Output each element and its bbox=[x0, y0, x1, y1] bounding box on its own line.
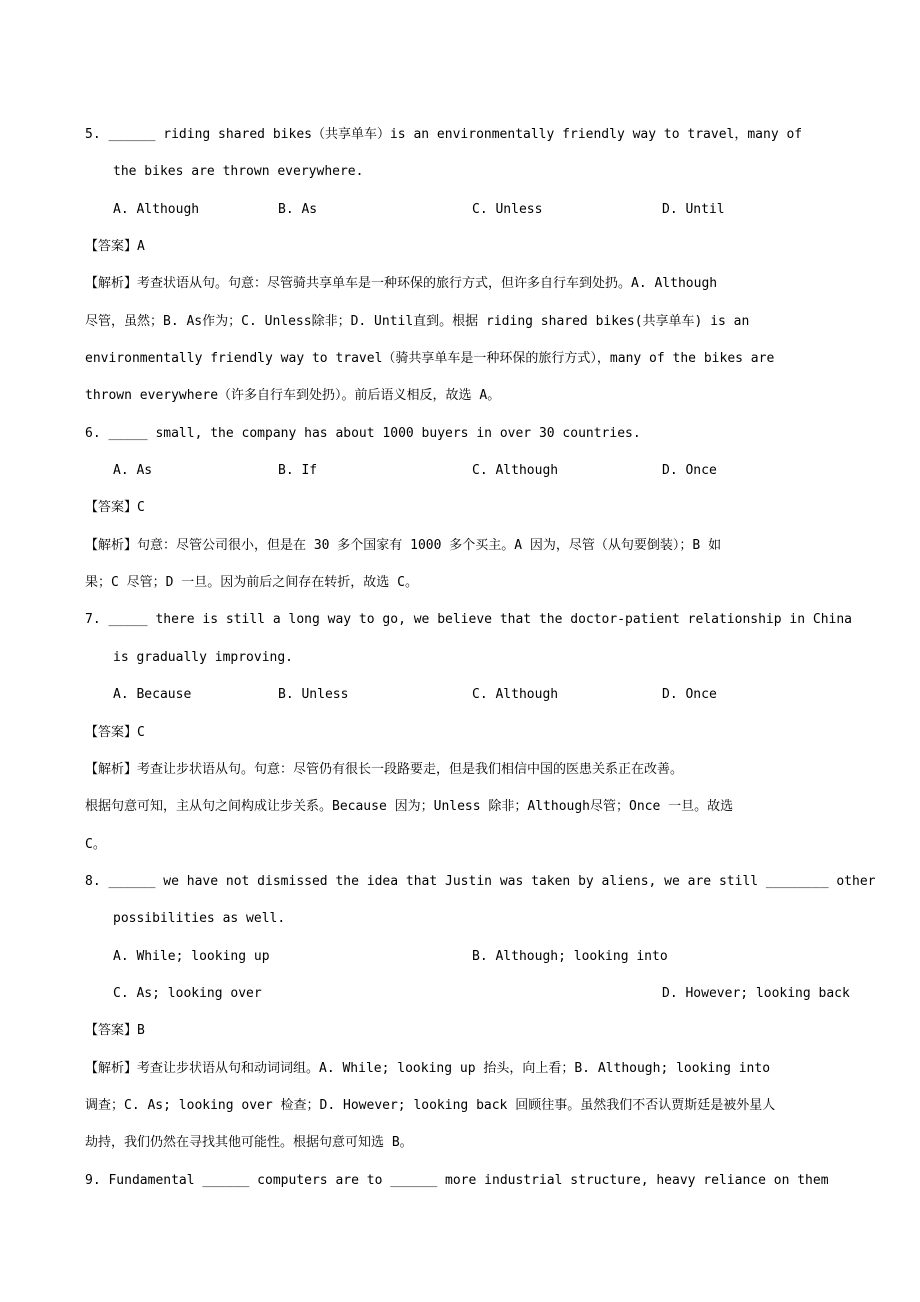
analysis-line: 【解析】考查让步状语从句和动词词组。A. While; looking up 抬头，向上看；B. Although; looking into bbox=[85, 1060, 771, 1076]
options-row bbox=[85, 975, 900, 1012]
answer-line: 【答案】C bbox=[85, 500, 145, 516]
analysis-line: thrown everywhere（许多自行车到处扔）。前后语义相反，故选 A。 bbox=[85, 388, 501, 404]
option-b: B. As bbox=[278, 201, 318, 217]
options-row bbox=[85, 191, 900, 228]
analysis-line: 调查；C. As; looking over 检查；D. However; looking back 回顾往事。虽然我们不否认贾斯廷是被外星人 bbox=[85, 1097, 776, 1113]
option-c: C. Although bbox=[472, 463, 559, 479]
option-a: A. While; looking up bbox=[113, 948, 270, 964]
analysis-line: environmentally friendly way to travel（骑共享单车是一种环保的旅行方式），many of the bikes are bbox=[85, 351, 775, 367]
question-5 bbox=[85, 116, 900, 415]
option-b: B. Unless bbox=[278, 687, 349, 703]
answer-line: 【答案】C bbox=[85, 724, 145, 740]
options-row bbox=[85, 938, 900, 975]
options-row bbox=[85, 676, 900, 713]
option-c: C. Unless bbox=[472, 201, 543, 217]
analysis-line: 【解析】考查让步状语从句。句意：尽管仍有很长一段路要走，但是我们相信中国的医患关系正在改善。 bbox=[85, 761, 684, 777]
question-stem-line: is gradually improving. bbox=[113, 649, 294, 665]
option-a: A. As bbox=[113, 463, 153, 479]
question-stem-line: the bikes are thrown everywhere. bbox=[113, 164, 364, 180]
question-stem-line: 6. _____ small, the company has about 1000 buyers in over 30 countries. bbox=[85, 425, 641, 441]
question-stem-line: 5. ______ riding shared bikes（共享单车）is an environmentally friendly way to travel，many of bbox=[85, 127, 803, 142]
question-6 bbox=[85, 415, 900, 602]
analysis-line: 尽管，虽然；B. As作为；C. Unless除非；D. Until直到。根据 riding shared bikes(共享单车) is an bbox=[85, 313, 750, 329]
question-9 bbox=[85, 1162, 900, 1199]
answer-line: 【答案】B bbox=[85, 1023, 145, 1039]
question-8 bbox=[85, 863, 900, 1162]
question-stem-line: possibilities as well. bbox=[113, 911, 286, 927]
option-d: D. However; looking back bbox=[662, 985, 850, 1001]
answer-line: 【答案】A bbox=[85, 239, 145, 255]
option-d: D. Once bbox=[662, 687, 717, 703]
option-d: D. Until bbox=[662, 201, 725, 217]
options-row bbox=[85, 452, 900, 489]
option-b: B. If bbox=[278, 463, 318, 479]
analysis-line: 根据句意可知，主从句之间构成让步关系。Because 因为；Unless 除非；Although尽管；Once 一旦。故选 bbox=[85, 799, 734, 815]
analysis-line: 【解析】句意：尽管公司很小，但是在 30 多个国家有 1000 多个买主。A 因为，尽管（从句要倒装）；B 如 bbox=[85, 537, 722, 553]
question-stem-line: 9. Fundamental ______ computers are to ______ more industrial structure, heavy reliance on them bbox=[85, 1172, 829, 1188]
option-a: A. Because bbox=[113, 687, 192, 703]
analysis-line: 【解析】考查状语从句。句意：尽管骑共享单车是一种环保的旅行方式，但许多自行车到处扔。A. Although bbox=[85, 276, 718, 292]
option-d: D. Once bbox=[662, 463, 717, 479]
option-b: B. Although; looking into bbox=[472, 948, 668, 964]
question-stem-line: 8. ______ we have not dismissed the idea that Justin was taken by aliens, we are still ________ other bbox=[85, 873, 876, 889]
analysis-line: 果；C 尽管；D 一旦。因为前后之间存在转折，故选 C。 bbox=[85, 575, 418, 591]
analysis-line: C。 bbox=[85, 836, 106, 852]
question-7 bbox=[85, 601, 900, 862]
option-a: A. Although bbox=[113, 201, 200, 217]
analysis-line: 劫持，我们仍然在寻找其他可能性。根据句意可知选 B。 bbox=[85, 1135, 413, 1151]
option-c: C. Although bbox=[472, 687, 559, 703]
question-stem-line: 7. _____ there is still a long way to go, we believe that the doctor-patient relationship in China bbox=[85, 612, 853, 628]
option-c: C. As; looking over bbox=[113, 985, 262, 1001]
